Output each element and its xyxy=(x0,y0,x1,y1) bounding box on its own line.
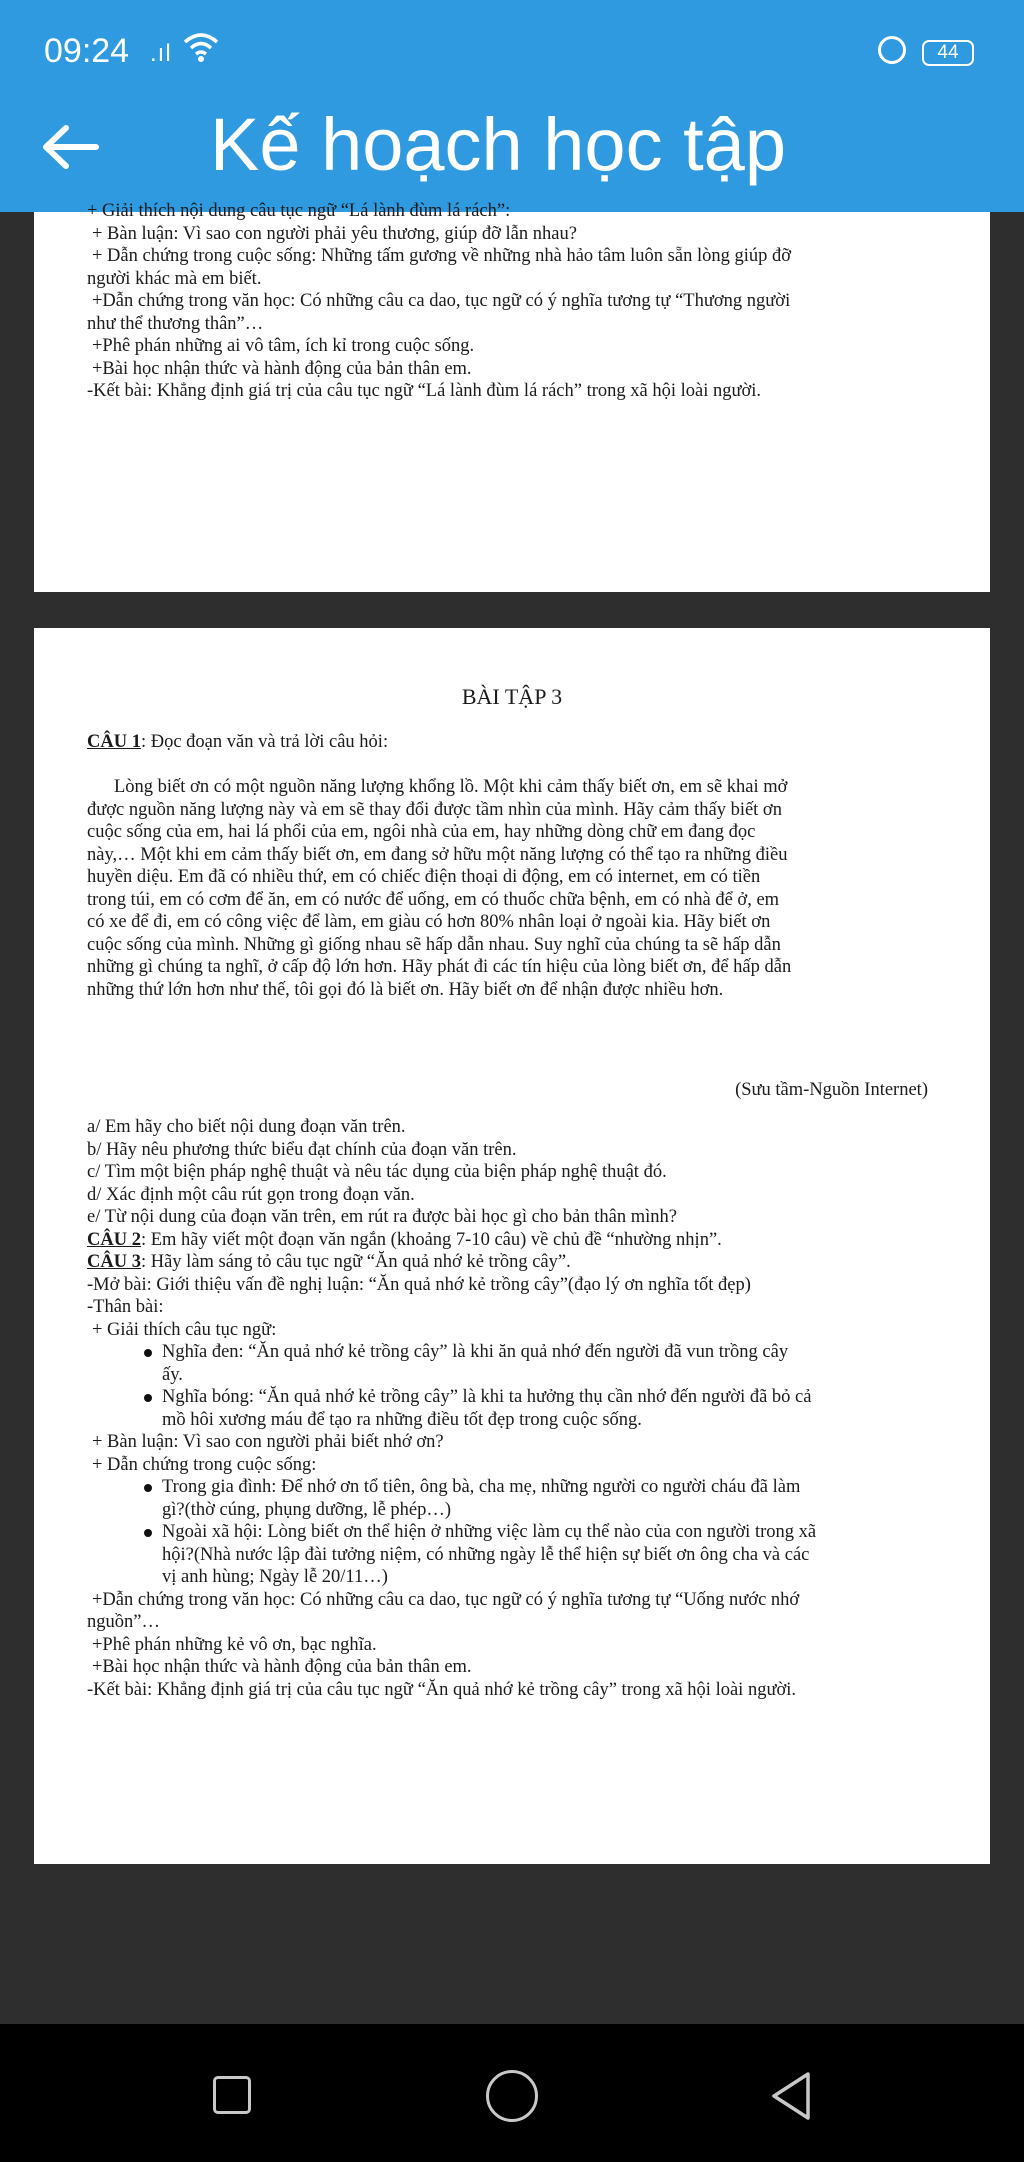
question-3 xyxy=(87,1251,571,1273)
bullet-dot xyxy=(144,1349,152,1357)
bullet-line: vị anh hùng; Ngày lễ 20/11…) xyxy=(162,1567,388,1587)
status-time: 09:24 xyxy=(44,32,130,70)
bullet-dot xyxy=(144,1484,152,1492)
outline-line: +Bài học nhận thức và hành động của bản thân em. xyxy=(92,1657,472,1677)
status-bar xyxy=(0,0,1024,80)
recent-apps-icon[interactable] xyxy=(213,2076,251,2114)
back-arrow-icon[interactable] xyxy=(40,122,100,172)
question-3-label: CÂU 3 xyxy=(87,1252,141,1272)
home-icon[interactable] xyxy=(486,2070,538,2122)
outline-line: +Dẫn chứng trong văn học: Có những câu ca dao, tục ngữ có ý nghĩa tương tự “Uống nước nhớ xyxy=(92,1589,800,1610)
outline-line: +Phê phán những kẻ vô ơn, bạc nghĩa. xyxy=(92,1634,377,1655)
page-title: Kế hoạch học tập xyxy=(210,103,786,186)
bullet-line: hội?(Nhà nước lập đài tưởng niệm, có những ngày lễ thể hiện sự biết ơn ông cha và các xyxy=(162,1544,810,1565)
bullet-line: ấy. xyxy=(162,1364,183,1385)
bullet-line: gì?(thờ cúng, phụng dưỡng, lễ phép…) xyxy=(162,1499,452,1520)
outline-line: + Dẫn chứng trong cuộc sống: xyxy=(92,1454,317,1475)
question-2 xyxy=(87,1229,722,1251)
outline-line: -Kết bài: Khẳng định giá trị của câu tục ngữ “Ăn quả nhớ kẻ trồng cây” trong xã hội loài người. xyxy=(87,1679,797,1700)
outline-line: -Thân bài: xyxy=(87,1297,164,1317)
navigation-bar xyxy=(0,2024,1024,2162)
passage-line: cuộc sống của em, hai lá phổi của em, ngôi nhà của em, hay những dòng chữ em đang đọc xyxy=(87,822,756,842)
outline-line: -Mở bài: Giới thiệu vấn đề nghị luận: “Ăn quả nhớ kẻ trồng cây”(đạo lý ơn nghĩa tốt đẹp) xyxy=(87,1274,751,1295)
question-2-text: : Em hãy viết một đoạn văn ngắn (khoảng 7-10 câu) về chủ đề “nhường nhịn”. xyxy=(140,1229,722,1250)
bullet-line: Ngoài xã hội: Lòng biết ơn thể hiện ở những việc làm cụ thể nào của con người trong xã xyxy=(162,1522,817,1542)
page1-line: +Bài học nhận thức và hành động của bản thân em. xyxy=(92,358,472,379)
source-note: (Sưu tầm-Nguồn Internet) xyxy=(735,1080,928,1100)
sub-question: a/ Em hãy cho biết nội dung đoạn văn trên. xyxy=(87,1117,406,1137)
passage-line: này,… Một khi em cảm thấy biết ơn, em đang sở hữu một năng lượng có thể tạo ra những điều xyxy=(87,844,788,865)
sub-question: d/ Xác định một câu rút gọn trong đoạn văn. xyxy=(87,1184,415,1205)
page1-line: +Dẫn chứng trong văn học: Có những câu ca dao, tục ngữ có ý nghĩa tương tự “Thương người xyxy=(92,291,791,311)
document-page-1 xyxy=(34,201,990,592)
lock-icon xyxy=(878,36,906,64)
sub-question: c/ Tìm một biện pháp nghệ thuật và nêu tác dụng của biện pháp nghệ thuật đó. xyxy=(87,1162,667,1182)
sub-question: e/ Từ nội dung của đoạn văn trên, em rút ra được bài học gì cho bản thân mình? xyxy=(87,1207,677,1227)
question-1 xyxy=(87,731,388,753)
page1-line: người khác mà em biết. xyxy=(87,268,262,289)
bullet-dot xyxy=(144,1394,152,1402)
passage-line: những thứ lớn hơn như thế, tôi gọi đó là biết ơn. Hãy biết ơn để nhận được nhiều hơn. xyxy=(87,979,724,1000)
passage-line: được nguồn năng lượng này và em sẽ thay đổi được tầm nhìn của mình. Hãy cảm thấy biết ơn xyxy=(87,799,782,820)
passage-line: có xe để đi, em có công việc để làm, em giàu có hơn 80% nhân loại ở ngoài kia. Hãy biết ơn xyxy=(87,912,771,932)
passage-line: Lòng biết ơn có một nguồn năng lượng khổng lồ. Một khi cảm thấy biết ơn, em sẽ khai mở xyxy=(114,777,788,797)
passage-line: huyền diệu. Em đã có nhiều thứ, em có chiếc điện thoại di động, em có internet, em có tiền xyxy=(87,867,761,887)
passage-line: cuộc sống của mình. Những gì giống nhau sẽ hấp dẫn nhau. Suy nghĩ của chúng ta sẽ hấp dẫn xyxy=(87,934,781,955)
question-3-text: : Hãy làm sáng tỏ câu tục ngữ “Ăn quả nhớ kẻ trồng cây”. xyxy=(140,1252,571,1272)
passage-line: trong túi, em có cơm để ăn, em có nước để uống, em có thuốc chữa bệnh, em có nhà để ở, em xyxy=(87,889,780,910)
signal-icon: .ıl xyxy=(150,40,172,67)
app-bar xyxy=(0,80,1024,212)
question-2-label: CÂU 2 xyxy=(87,1229,141,1250)
passage-line: những gì chúng ta nghĩ, ở cấp độ lớn hơn. Hãy phát đi các tín hiệu của lòng biết ơn, để hấp dẫn xyxy=(87,957,792,977)
battery-icon: 44 xyxy=(922,40,974,66)
wifi-icon xyxy=(182,30,220,64)
back-icon[interactable] xyxy=(766,2068,816,2124)
question-1-text: : Đọc đoạn văn và trả lời câu hỏi: xyxy=(140,732,389,752)
document-page-2 xyxy=(34,628,990,1864)
page1-line: như thể thương thân”… xyxy=(87,313,264,334)
page1-line: +Phê phán những ai vô tâm, ích kỉ trong cuộc sống. xyxy=(92,336,475,356)
page1-line: + Giải thích nội dung câu tục ngữ “Lá lành đùm lá rách”: xyxy=(87,201,511,221)
page1-line: + Dẫn chứng trong cuộc sống: Những tấm gương về những nhà hảo tâm luôn sẵn lòng giúp đỡ xyxy=(92,246,792,266)
page1-line: -Kết bài: Khẳng định giá trị của câu tục ngữ “Lá lành đùm lá rách” trong xã hội loài người. xyxy=(87,381,762,401)
page1-line: + Bàn luận: Vì sao con người phải yêu thương, giúp đỡ lẫn nhau? xyxy=(92,223,577,244)
question-1-label: CÂU 1 xyxy=(87,732,141,752)
bullet-line: Nghĩa đen: “Ăn quả nhớ kẻ trồng cây” là khi ăn quả nhớ đến người đã vun trồng cây xyxy=(162,1342,789,1362)
bullet-line: mồ hôi xương máu để tạo ra những điều tốt đẹp trong cuộc sống. xyxy=(162,1409,642,1430)
outline-line: nguồn”… xyxy=(87,1612,160,1632)
bullet-line: Trong gia đình: Để nhớ ơn tổ tiên, ông bà, cha mẹ, những người co người cháu đã làm xyxy=(162,1477,801,1497)
outline-line: + Giải thích câu tục ngữ: xyxy=(92,1319,277,1340)
bullet-dot xyxy=(144,1529,152,1537)
sub-question: b/ Hãy nêu phương thức biểu đạt chính của đoạn văn trên. xyxy=(87,1139,517,1160)
bullet-line: Nghĩa bóng: “Ăn quả nhớ kẻ trồng cây” là khi ta hưởng thụ cần nhớ đến người đã bỏ cả xyxy=(162,1387,812,1407)
outline-line: + Bàn luận: Vì sao con người phải biết nhớ ơn? xyxy=(92,1432,444,1452)
exercise-heading: BÀI TẬP 3 xyxy=(461,684,563,709)
